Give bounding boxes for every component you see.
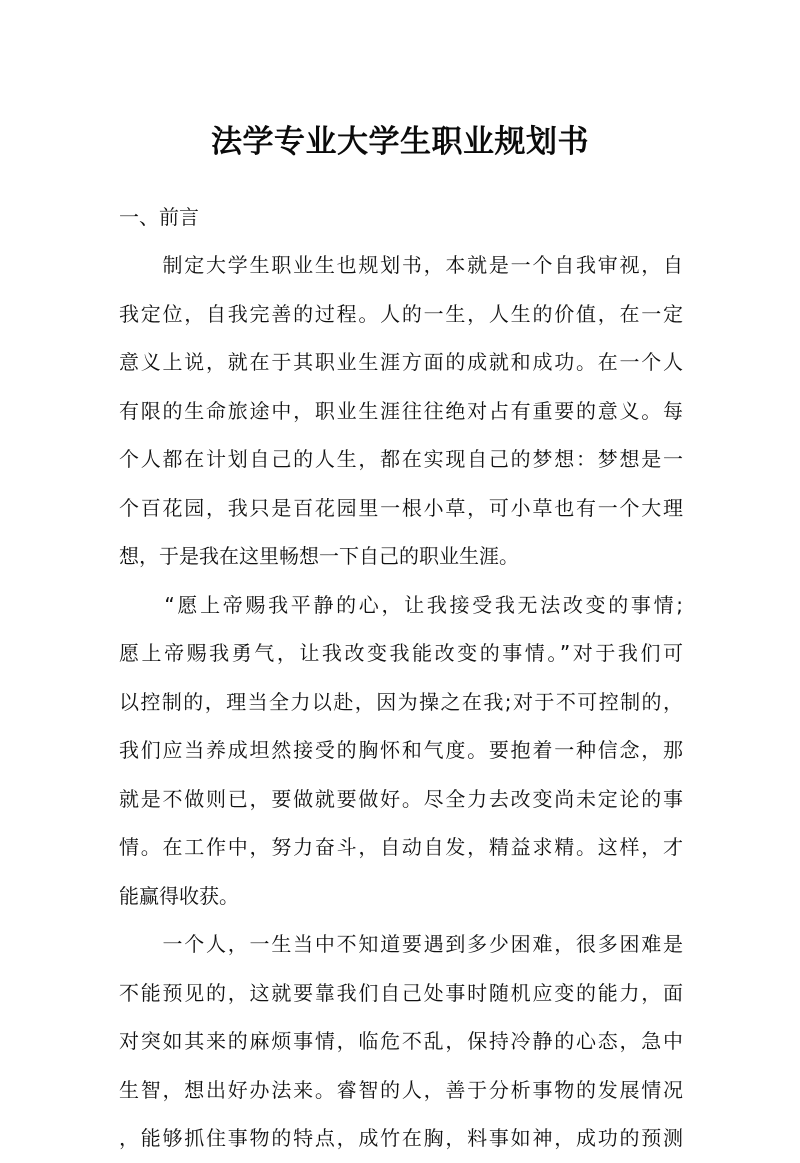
section-heading: 一、前言 — [119, 205, 199, 229]
paragraph-line: 不能预见的，这就要靠我们自己处事时随机应变的能力，面 — [119, 980, 683, 1005]
paragraph-line: 意义上说，就在于其职业生涯方面的成就和成功。在一个人 — [119, 350, 683, 374]
paragraph-quote — [119, 581, 683, 921]
paragraph-line: 我们应当养成坦然接受的胸怀和气度。要抱着一种信念，那 — [119, 738, 683, 762]
paragraph-line: 个人都在计划自己的人生，都在实现自己的梦想：梦想是一 — [119, 447, 683, 471]
paragraph-line: “愿上帝赐我平静的心，让我接受我无法改变的事情; — [119, 592, 683, 617]
paragraph-line: ，能够抓住事物的特点，成竹在胸，料事如神，成功的预测 — [119, 1126, 683, 1150]
paragraph-line: 制定大学生职业生也规划书，本就是一个自我审视，自 — [119, 253, 683, 277]
document-title: 法学专业大学生职业规划书 — [211, 124, 589, 160]
paragraph-line: 愿上帝赐我勇气，让我改变我能改变的事情。”对于我们可 — [119, 641, 683, 665]
paragraph-line: 对突如其来的麻烦事情，临危不乱，保持冷静的心态，急中 — [119, 1029, 683, 1053]
paragraph-line: 有限的生命旅途中，职业生涯往往绝对占有重要的意义。每 — [119, 398, 683, 423]
paragraph-line: 情。在工作中，努力奋斗，自动自发，精益求精。这样，才 — [119, 835, 683, 859]
paragraph-line: 生智，想出好办法来。睿智的人，善于分析事物的发展情况 — [119, 1077, 683, 1102]
paragraph-line: 想，于是我在这里畅想一下自己的职业生涯。 — [119, 544, 519, 568]
paragraph-line: 以控制的，理当全力以赴，因为操之在我;对于不可控制的， — [119, 689, 683, 714]
paragraph-line: 我定位，自我完善的过程。人的一生，人生的价值，在一定 — [119, 301, 683, 326]
document-body — [119, 193, 683, 1163]
paragraph-line: 就是不做则已，要做就要做好。尽全力去改变尚未定论的事 — [119, 786, 683, 811]
paragraph-difficulties — [119, 920, 683, 1163]
paragraph-line: 能赢得收获。 — [119, 883, 239, 908]
paragraph-line: 个百花园，我只是百花园里一根小草，可小草也有一个大理 — [119, 495, 683, 520]
paragraph-intro — [119, 241, 683, 581]
paragraph-line: 一个人，一生当中不知道要遇到多少困难，很多困难是 — [119, 932, 683, 956]
